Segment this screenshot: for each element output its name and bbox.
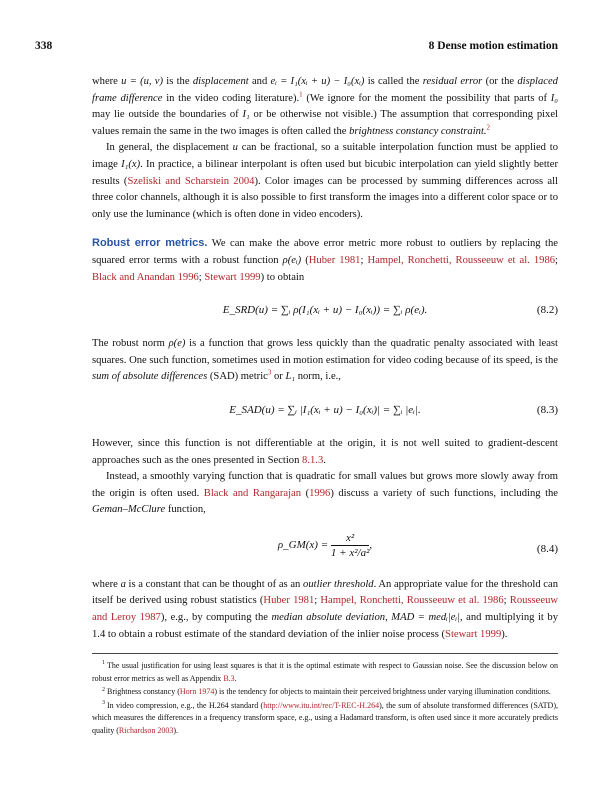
paragraph-geman-mcclure: Instead, a smoothly varying function that is quadratic for small values but grows more slowly away from the origin is often used. Black and Rangarajan (1996) discuss a variety of such functions, including the Geman–McClure function, [92, 471, 559, 516]
term-brightness-constancy: brightness constancy constraint. [349, 125, 487, 137]
paragraph-outlier-threshold: where a is a constant that can be thought of as an outlier threshold. An appropriate value for the threshold can itself be derived using robust statistics (Huber 1981; Hampel, Ronchetti, Rousseeuw et al. 1986; Rousseeuw and Leroy 1987), e.g., by computing the median absolute deviation, MAD = medᵢ|eᵢ|, and multiplying it by 1.4 to obtain a robust estimate of the standard deviation of the inlier noise process (Stewart 1999). [92, 578, 559, 640]
chapter-title: 8 Dense motion estimation [428, 40, 558, 52]
equation-number: (8.2) [536, 304, 558, 317]
term-displaced-frame-difference: displaced frame difference [92, 76, 558, 104]
paragraph-robust-metrics: Robust error metrics. We can make the above error metric more robust to outliers by replacing the squared error terms with a robust function ρ(eᵢ) (Huber 1981; Hampel, Ronchetti, Rousseeuw et al. 1986; Black and Anandan 1996; Stewart 1999) to obtain [92, 237, 558, 283]
equation-fraction: $\frac{\text{x²}}{\text{1 + x²/a²}}$ [330, 531, 370, 559]
page-number: 338 [35, 40, 53, 52]
citation-link[interactable]: Huber 1981 [308, 254, 361, 266]
equation-formula: E_SRD(u) = ∑ᵢ ρ(I₁(xᵢ + u) − I₀(xᵢ)) = ∑ᵢ ρ(eᵢ). [222, 304, 428, 317]
footnote-ref-3[interactable]: 3 [267, 368, 272, 377]
citation-link[interactable]: 1996 [309, 487, 331, 499]
paragraph-interpolation: In general, the displacement u can be fractional, so a suitable interpolation function must be applied to image I₁(x). In practice, a bilinear interpolant is often used but bicubic interpolation can yield slightly better results (Szeliski and Scharstein 2004). Color images can be processed by summing differences across all three color channels, although it is also possible to first transform the images into a different color space or to only use the luminance (which is often done in video encoders). [92, 142, 558, 220]
math-u: u = (u, v) [121, 76, 164, 87]
citation-link[interactable]: Stewart 1999 [204, 271, 261, 283]
section-heading: Robust error metrics. [92, 237, 208, 250]
section-link[interactable]: 8.1.3 [302, 454, 324, 466]
term-sad: sum of absolute differences [92, 371, 208, 383]
equation-8-3 [92, 394, 558, 428]
term-geman-mcclure: Geman–McClure [92, 504, 166, 516]
equation-8-2 [92, 294, 558, 328]
paragraph-differentiable: However, since this function is not differentiable at the origin, it is not well suited to gradient-descent approaches such as the ones presented in Section 8.1.3. [92, 437, 558, 466]
footnote-2: $^2$ Brightness constancy (Horn 1974) is the tendency for objects to maintain their perceived brightness under varying illumination conditions. [102, 686, 551, 697]
term-residual-error: residual error [422, 76, 483, 87]
term-mad: median absolute deviation [271, 612, 386, 624]
equation-number: (8.3) [536, 403, 558, 416]
citation-link[interactable]: Black and Anandan 1996 [92, 271, 199, 283]
url-link[interactable]: http://www.itu.int/rec/T-REC-H.264 [263, 700, 380, 710]
equation-formula: ρ_GM(x) = $\frac{\text{x²}}{\text{1 + x²/a²}}$ , [277, 531, 373, 559]
paragraph-residual: where u = (u, v) is the displacement and eᵢ = I₁(xᵢ + u) − I₀(xᵢ) is called the residual error (or the displaced frame difference in the video coding literature).$^1$ (We ignore for the moment the possibility that parts of I₀ may lie outside the boundaries of I₁ or be otherwise not visible.) The assumption that corresponding pixel values remain the same in the two images is often called the brightness constancy constraint.$^2$ [92, 76, 558, 137]
appendix-link[interactable]: B.3 [223, 673, 235, 683]
main-text [92, 74, 558, 643]
paragraph-robust-norm: The robust norm ρ(e) is a function that grows less quickly than the quadratic penalty associated with least squares. One such function, sometimes used in motion estimation for video coding because of its speed, is the sum of absolute differences (SAD) metric$^3$ or L₁ norm, i.e., [92, 338, 559, 383]
term-outlier-threshold: outlier threshold [303, 578, 374, 590]
footnotes [92, 653, 558, 739]
citation-link[interactable]: Szeliski and Scharstein 2004 [127, 175, 255, 187]
citation-link[interactable]: Richardson 2003 [118, 725, 174, 735]
footnote-3: $^3$ In video compression, e.g., the H.264 standard (http://www.itu.int/rec/T-REC-H.264), the sum of absolute transformed differences (SATD), which measures the differences in a frequency transform space, e.g., using a Hadamard transform, is often used since it more accurately predicts quality (Richardson 2003). [92, 700, 559, 735]
citation-link[interactable]: Horn 1974 [179, 687, 215, 697]
citation-link[interactable]: Rousseeuw and Leroy 1987 [92, 595, 559, 624]
citation-link[interactable]: Hampel, Ronchetti, Rousseeuw et al. 1986 [367, 254, 556, 266]
footnote-ref-2[interactable]: 2 [486, 123, 491, 132]
equation-number: (8.4) [536, 542, 558, 555]
equation-formula: E_SAD(u) = ∑ᵢ |I₁(xᵢ + u) − I₀(xᵢ)| = ∑ᵢ |eᵢ|. [229, 403, 421, 416]
math-residual: eᵢ = I₁(xᵢ + u) − I₀(xᵢ) [270, 76, 365, 87]
citation-link[interactable]: Huber 1981 [263, 595, 315, 607]
term-displacement: displacement [192, 76, 249, 87]
citation-link[interactable]: Hampel, Ronchetti, Rousseeuw et al. 1986 [320, 595, 504, 607]
citation-link[interactable]: Black and Rangarajan [203, 487, 302, 499]
equation-8-4 [92, 527, 558, 569]
footnote-ref-1[interactable]: 1 [299, 90, 303, 99]
footnote-1: $^1$ The usual justification for using least squares is that it is the optimal estimate with respect to Gaussian noise. See the discussion below on robust error metrics as well as Appendix B.3. [92, 660, 558, 683]
citation-link[interactable]: Stewart 1999 [445, 628, 502, 640]
